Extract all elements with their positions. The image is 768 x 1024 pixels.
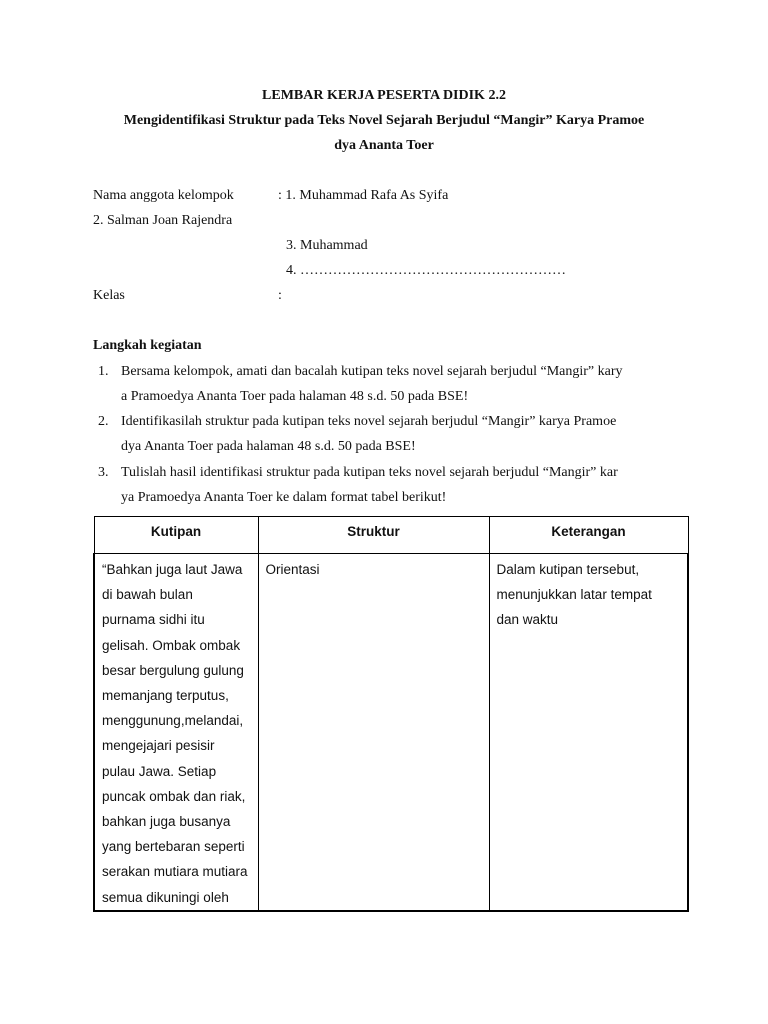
kutipan-line: yang bertebaran seperti — [102, 839, 245, 855]
kutipan-line: semua dikuningi oleh — [102, 889, 229, 905]
page-title: LEMBAR KERJA PESERTA DIDIK 2.2 — [262, 88, 506, 103]
subtitle-line-1: Mengidentifikasi Struktur pada Teks Novel Sejarah Berjudul “Mangir” Karya Pramoe — [123, 113, 645, 128]
header-keterangan: Keterangan — [489, 517, 688, 554]
kutipan-line: bahkan juga busanya — [102, 814, 231, 830]
header-struktur: Struktur — [258, 517, 489, 554]
steps-heading: Langkah kegiatan — [93, 338, 202, 353]
step-number: 1. — [98, 364, 109, 379]
kutipan-line: serakan mutiara mutiara — [102, 864, 248, 880]
kutipan-line: “Bahkan juga laut Jawa — [102, 562, 243, 577]
member-1: : 1. Muhammad Rafa As Syifa — [278, 188, 449, 203]
class-value: : — [278, 288, 282, 303]
kutipan-line: pulau Jawa. Setiap — [102, 763, 217, 779]
kutipan-line: purnama sidhi itu — [102, 612, 205, 628]
step-text-line: a Pramoedya Ananta Toer pada halaman 48 s.d. 50 pada BSE! — [121, 389, 469, 404]
kutipan-line: gelisah. Ombak ombak — [102, 637, 241, 653]
keterangan-line: menunjukkan latar tempat — [496, 587, 652, 603]
kutipan-line: memanjang terputus, — [102, 688, 229, 704]
step-text-line: Bersama kelompok, amati dan bacalah kutipan teks novel sejarah berjudul “Mangir” kary — [121, 364, 623, 379]
subtitle-line-2: dya Ananta Toer — [334, 138, 434, 153]
step-number: 2. — [98, 414, 109, 429]
kutipan-line: puncak ombak dan riak, — [102, 788, 246, 804]
table-row — [94, 554, 688, 911]
header-kutipan: Kutipan — [94, 517, 258, 554]
kutipan-cell — [94, 554, 258, 911]
member-4: 4. ………………………………………………… — [286, 263, 566, 278]
step-number: 3. — [98, 465, 109, 480]
kutipan-line: menggunung,melandai, — [102, 713, 244, 729]
kutipan-line: mengejajari pesisir — [102, 738, 215, 754]
step-text-line: Identifikasilah struktur pada kutipan teks novel sejarah berjudul “Mangir” karya Pramoe — [121, 414, 617, 429]
kutipan-line: besar bergulung gulung — [102, 662, 244, 678]
struktur-line: Orientasi — [265, 562, 320, 577]
keterangan-cell — [489, 554, 688, 911]
member-3: 3. Muhammad — [286, 238, 368, 253]
step-text-line: dya Ananta Toer pada halaman 48 s.d. 50 pada BSE! — [121, 439, 416, 454]
step-text-line: Tulislah hasil identifikasi struktur pada kutipan teks novel sejarah berjudul “Mangir” kar — [121, 465, 618, 480]
member-2: 2. Salman Joan Rajendra — [93, 213, 233, 228]
kutipan-line: di bawah bulan — [102, 587, 193, 603]
struktur-cell — [258, 554, 489, 911]
keterangan-line: dan waktu — [496, 612, 559, 628]
class-label: Kelas — [93, 288, 125, 303]
keterangan-line: Dalam kutipan tersebut, — [496, 562, 640, 577]
group-members-label: Nama anggota kelompok — [93, 188, 234, 203]
structure-table — [93, 516, 689, 912]
table-header-row — [94, 517, 688, 554]
step-text-line: ya Pramoedya Ananta Toer ke dalam format tabel berikut! — [121, 490, 447, 505]
